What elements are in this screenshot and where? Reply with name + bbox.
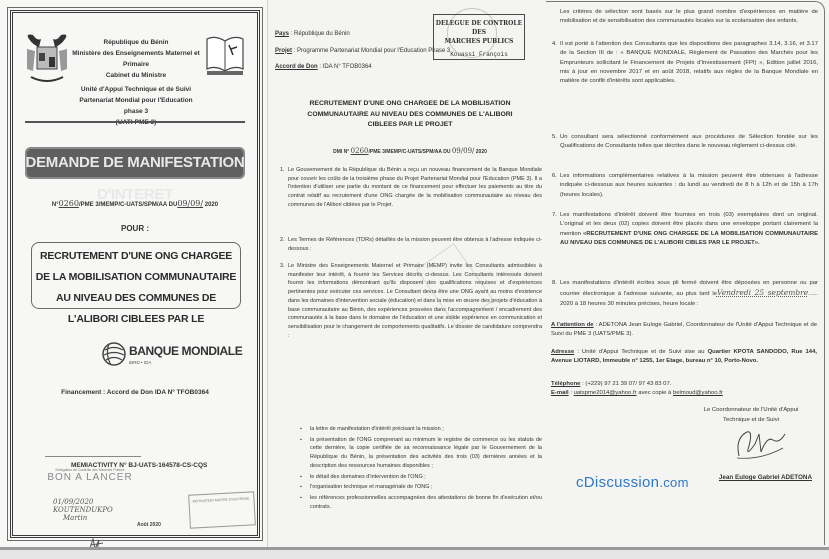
phone-label: Téléphone — [551, 381, 581, 387]
country-name: République du Bénin — [103, 39, 169, 46]
paragraph-number: 2. — [280, 237, 285, 243]
paragraph-number: 5. — [552, 134, 557, 140]
world-bank-name: BANQUE MONDIALE — [129, 344, 243, 358]
notice-reference — [272, 147, 548, 155]
ref-date: 09/09/ — [451, 147, 475, 155]
ref-year: 2020 — [475, 149, 487, 155]
visa-stamp: MOTIVATION MAITRE D'OUVRAGE — [188, 491, 256, 528]
signer-title-line1: Le Coordonnateur de l'Unité d'Appui — [703, 407, 799, 413]
email-copy-text: avec copie à — [636, 390, 673, 396]
paragraph-text: Les Termes de Références (TDRs) détaillés de la mission peuvent être obtenus à l'adresse indiquée ci-dessous : — [288, 237, 542, 252]
attention-value: : ADETONA Jean Euloge Gabriel, Coordonnateur de l'Unité d'Appui Technique et de Suivi du PME 3 (UATS/PME 3). — [551, 322, 818, 338]
grant-value: : IDA N° TFOB0364 — [317, 64, 372, 70]
stamp-label: Délégation de Contrôle des Marchés Publics — [55, 468, 125, 472]
activity-number: MEMIACTIVITY N° BJ-UATS-164578-CS-CQS — [71, 462, 208, 469]
country-row — [275, 26, 450, 43]
email-copy-link[interactable]: belmoud@yahoo.fr — [672, 390, 723, 396]
handwritten-date: 01/09/2020 — [53, 498, 94, 506]
cover-page — [0, 0, 268, 549]
cover-frame — [10, 10, 260, 538]
paragraph-text: Il est porté à l'attention des Consultants que les dispositions des paragraphes 3.14, 3.16, et 3.17 de la Section III de : « BANQUE MONDIALE, Règlement de Passation des Marchés pour les Emprunteurs sollicitant le Financement de Projets d'Investissement (FPI) », Edition juillet 2016, mis à jour en novembre 2017 et en août 2018, relatifs aux règles de la Banque Mondiale en matière de conflit d'intérêts sont applicables. — [560, 41, 818, 85]
address-location: Quartier KPOTA SANDODO, Rue 144, Avenue LIOTARD, Immeuble n° 1255, 1er Etage, bureau n° 10, Porto-Novo. — [551, 349, 817, 365]
cover-reference — [13, 199, 257, 208]
country-label: Pays — [275, 31, 290, 37]
paragraph-number: 1. — [280, 167, 285, 173]
paragraph-text-end: ...... 2020 à 18 heures 30 minutes précises, heure locale : — [560, 291, 818, 307]
list-item: ▪ la lettre de manifestation d'intérêt précisant la mission ; — [300, 425, 542, 434]
paragraph-text: Le Gouvernement de la République du Bénin a reçu un nouveau financement de la Banque Mondiale pour couvrir les coûts de la troisième phase du Projet Partenariat Mondial pour l'Education (PME 3). Il a l'intention d'utiliser une partie du montant de ce financement pour effectuer les paiements au titre du contrat relatif au recrutement d'une ONG chargée de la mobilisation communautaire au niveau des communes de l'Alibori ciblées par le Projet. — [288, 167, 542, 208]
paragraph-text: Les manifestations d'intérêt écrites sous pli fermé doivent être déposées en personne ou par courrier électronique à l'adresse suivante, au plus tard le — [560, 280, 818, 298]
notice-middle-column — [272, 0, 548, 549]
ref-prefix: DMI N° — [333, 149, 350, 155]
email-primary-link[interactable]: uatspme2014@yahoo.fr — [573, 390, 637, 396]
list-item: ▪ le détail des domaines d'intervention de l'ONG ; — [300, 473, 542, 482]
notice-title: RECRUTEMENT D'UNE ONG CHARGEE DE LA MOBILISATION COMMUNAUTAIRE AU NIVEAU DES COMMUNES DE L'ALIBORI CIBLEES PAR LE PROJET — [307, 100, 513, 128]
paragraph-8 — [552, 279, 818, 309]
unit-name: Unité d'Appui Technique et de Suivi — [80, 86, 192, 93]
coat-of-arms-icon — [23, 31, 71, 87]
handwritten-approval — [53, 498, 113, 522]
dcmp-stamp-line2: MARCHES PUBLICS — [444, 38, 514, 45]
paragraph-5 — [552, 133, 818, 152]
paragraph-4 — [552, 40, 818, 86]
dcmp-stamp-name: Kouassi François — [450, 51, 508, 58]
activity-divider — [45, 456, 141, 457]
open-book-icon — [205, 33, 245, 77]
ref-prefix: N° — [51, 202, 59, 208]
paragraph-number: 8. — [552, 280, 557, 286]
address-block — [551, 348, 817, 367]
paragraph-text: Le Ministre des Enseignements Maternel et Primaire (MEMP) invite les Consultants admissibles à manifester leur intérêt, à fournir les Services décrits ci-dessus. Les Consultants intéressés doivent fournir les informations démontrant qu'ils disposent des qualifications requises et d'expériences pertinentes pour exécuter ces services. Le Consultant devra être une ONG ayant au moins d'existence dans les domaines d'intervention sociale (éducation) et dans la mise en œuvre des projets d'éducation à base communautaire au Bénin, des expériences prouvées dans l'accompagnement / encadrement des communautés à la base dans le domaine de l'éducation et une solide expérience en communication et sensibilisation pour le changement de comportements qualitatifs. Le dossier de candidature comprendra : — [288, 263, 542, 339]
paragraph-3 — [280, 262, 542, 340]
signature-title — [686, 406, 816, 425]
ref-suffix: /PME 3/MEMP/C-UATS/SPM/AA DU — [368, 149, 451, 155]
ref-number: 0260 — [58, 199, 79, 208]
paragraph-number: 4. — [552, 41, 557, 47]
project-label: Projet — [275, 47, 293, 54]
cover-header-text — [71, 37, 201, 128]
country-value: : République du Bénin — [289, 31, 350, 37]
pour-label: POUR : — [121, 224, 149, 233]
financement-line: Financement : Accord de Don IDA N° TFOB0364 — [61, 389, 209, 396]
attention-block — [551, 321, 817, 340]
paragraph-1 — [280, 166, 542, 210]
address-label: Adresse — [551, 349, 575, 355]
envelope-mention: «RECRUTEMENT D'UNE ONG CHARGEE DE LA MOBILISATION COMMUNAUTAIRE AU NIVEAU DES COMMUNES DE L'ALIBORI CIBLES PAR LE PROJET». — [560, 230, 819, 246]
cabinet-name: Cabinet du Ministre — [105, 72, 167, 79]
signer-title-line2: Technique et de Suivi — [723, 416, 779, 423]
phone-value: : (+229) 97 21 39 07/ 97 43 83 07. — [580, 381, 672, 387]
project-meta — [275, 26, 450, 76]
approval-stamp — [41, 468, 139, 490]
page-bottom-margin — [0, 550, 829, 559]
deadline-handwritten-date: Vendredi 25 septembre — [716, 288, 809, 298]
application-requirements-list — [300, 425, 542, 513]
stamp-text: BON A LANCER — [47, 472, 133, 483]
paragraph-number: 6. — [552, 173, 557, 179]
paragraph-6 — [552, 172, 818, 200]
signature-icon — [733, 426, 789, 462]
ministry-name: Ministère des Enseignements Maternel et Primaire — [72, 50, 200, 68]
address-value: : Unité d'Appui Technique et de Suivi sise au — [574, 349, 708, 355]
project-value: : Programme Partenariat Mondial pour l'Education Phase 3 — [292, 47, 451, 54]
attention-label: A l'attention de — [551, 322, 594, 328]
cover-title-box: RECRUTEMENT D'UNE ONG CHARGEE DE LA MOBILISATION COMMUNAUTAIRE AU NIVEAU DES COMMUNES DE L'ALIBORI CIBLEES PAR LE — [31, 242, 241, 309]
project-row — [275, 43, 450, 60]
paragraph-7 — [552, 211, 819, 248]
paragraph-text: Les informations complémentaires relatives à la mission peuvent être obtenues à l'adresse indiquée ci-dessous aux heures suivantes : du lundi au vendredi de 8 h à 12h et de 15h à 17h (heures locales). — [560, 173, 818, 198]
grant-row — [275, 59, 450, 76]
paragraph-text: Les manifestations d'intérêt doivent être fournies en trois (03) exemplaires dont un original. L'original et les deux (02) copies doivent être placés dans une enveloppe portant clairement la mention — [560, 212, 818, 237]
grant-label: Accord de Don — [275, 64, 318, 70]
selection-criteria: Les critères de sélection sont basés sur le plus grand nombre d'expériences en matière de mobilisation et de sensibilisation des communautés locales sur la scolarisation des enfants. — [560, 9, 818, 25]
world-bank-globe-icon — [101, 341, 127, 367]
notice-right-column — [548, 0, 824, 549]
email-label: E-mail — [551, 390, 569, 396]
dmi-banner: DEMANDE DE MANIFESTATION D'INTERET — [25, 147, 245, 179]
handwritten-firstname: Martin — [63, 514, 88, 522]
world-bank-sub: BIRD • IDA — [129, 360, 152, 365]
handwritten-name: KOUTENDUKPO — [53, 506, 113, 514]
dcmp-stamp-line1: DELEGUE DE CONTROLE DES — [435, 20, 523, 36]
paragraph-text: Un consultant sera sélectionné conformément aux procédures de Sélection fondée sur les Qualifications de Consultants telles que décrites dans le nouveau règlement ci-dessus cité. — [560, 134, 818, 150]
watermark-domain: .com — [659, 475, 689, 490]
ref-date: 09/09/ — [177, 199, 204, 208]
signer-name: Jean Euloge Gabriel ADETONA — [718, 474, 812, 481]
list-item: ▪ la présentation de l'ONG comprenant au minimum le registre de commerce ou les statuts de cette dernière, la copie certifiée de sa reconnaissance légale par le Gouvernement de la République du Bénin, la présentation des activités des trois (03) dernières années et la description des ressources humaines disponibles ; — [300, 436, 542, 471]
list-item: ▪ l'organisation technique et managériale de l'ONG ; — [300, 483, 542, 492]
cover-date: Août 2020 — [137, 522, 161, 528]
paragraph-number: 3. — [280, 263, 285, 269]
paragraph-2 — [280, 236, 542, 253]
cover-header — [13, 19, 257, 115]
phone-block — [551, 380, 817, 389]
header-divider — [25, 121, 245, 123]
site-watermark — [576, 474, 689, 491]
program-name: Partenariat Mondial pour l'Education phase 3 — [79, 97, 193, 115]
ref-suffix: /PME 3/MEMP/C-UATS/SPM/AA DU — [78, 202, 178, 208]
dcmp-stamp — [433, 14, 525, 60]
email-block: E-mail : uatspme2014@yahoo.fr avec copie à belmoud@yahoo.fr — [551, 390, 723, 396]
paragraph-number: 7. — [552, 212, 557, 218]
ref-year: 2020 — [204, 202, 219, 208]
ref-number: 0260 — [350, 147, 369, 155]
watermark-brand: cDiscussion — [576, 474, 660, 491]
list-item: ▪ les références professionnelles accompagnées des attestations de bonne fin d'exécution et/ou contrats. — [300, 494, 542, 511]
